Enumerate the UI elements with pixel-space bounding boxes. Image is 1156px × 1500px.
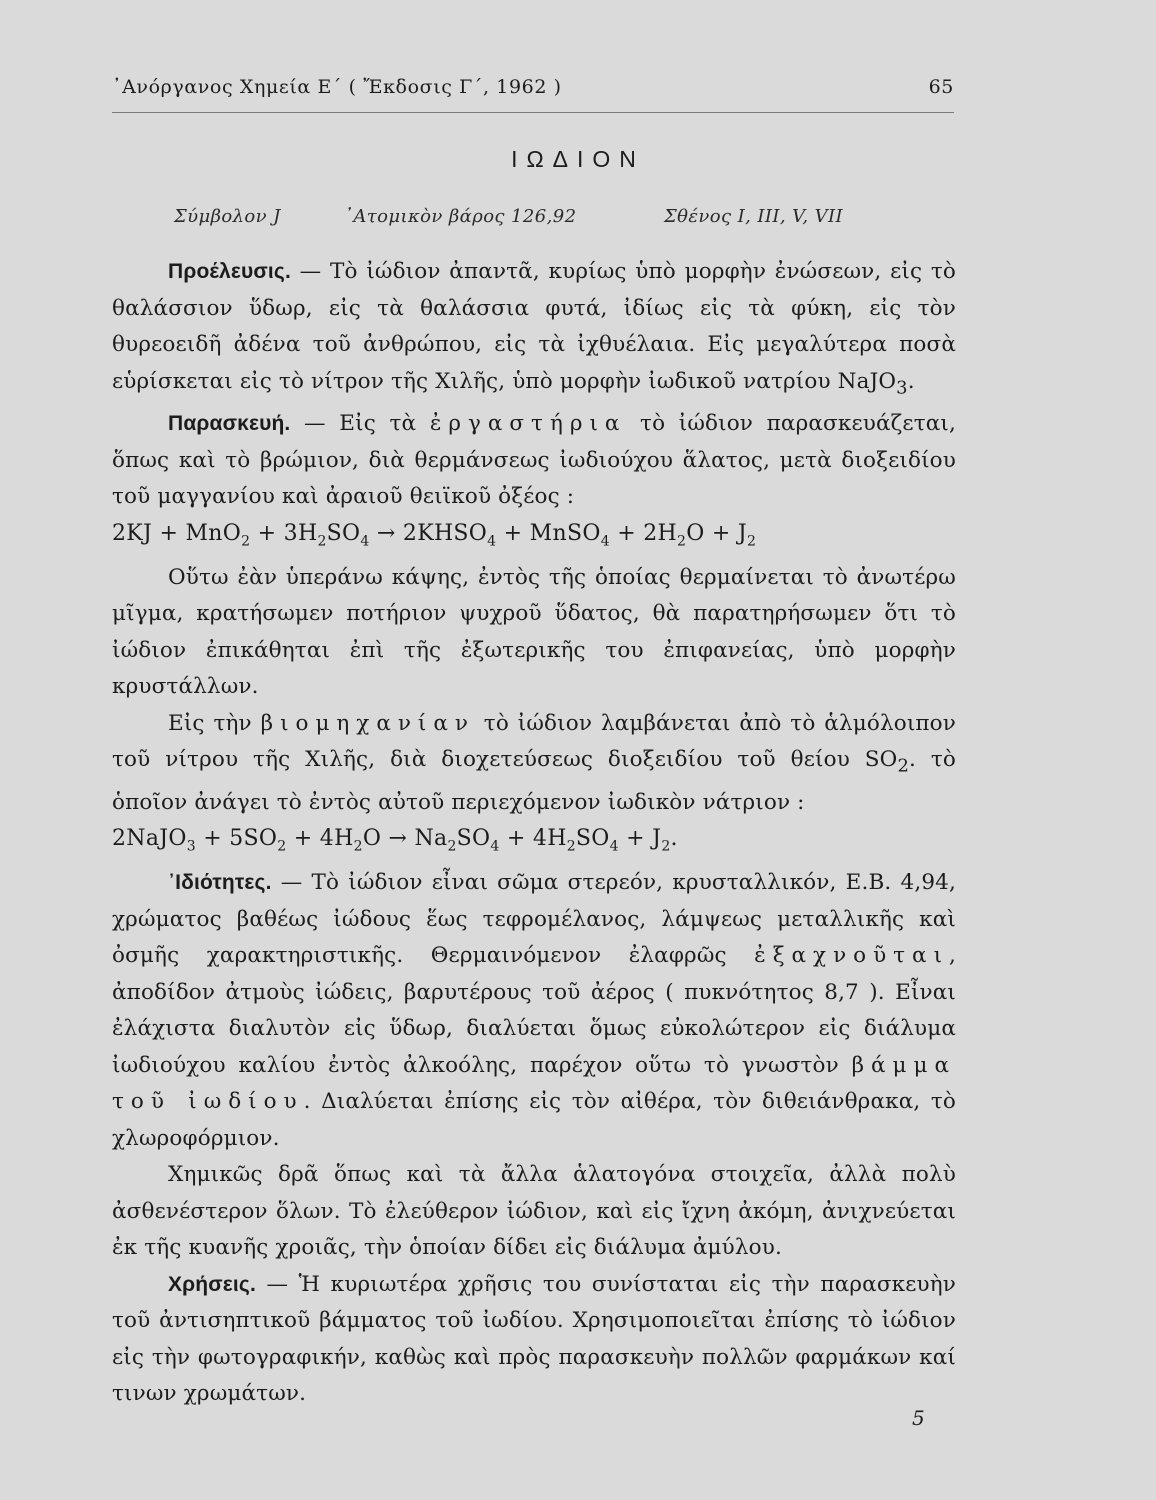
atomic-weight: ᾿Ατομικὸν βάρος 126,92: [344, 206, 577, 227]
paragraph-chemical: Χημικῶς δρᾶ ὅπως καὶ τὰ ἄλλα ἁλατογόνα στοιχεῖα, ἀλλὰ πολὺ ἀσθενέστερον ὅλων. Τὸ ἐλεύθερον ἰώδιον, καὶ εἰς ἴχνη ἀκόμη, ἀνιχνεύεται ἐκ τῆς κυανῆς χροιᾶς, τὴν ὁποίαν δίδει εἰς διάλυμα ἀμύλου.: [112, 1162, 956, 1261]
equation-term: + MnSO: [496, 520, 601, 546]
equation-term: 2KJ + MnO: [112, 520, 242, 546]
properties-text1: — Τὸ ἰώδιον εἶναι σῶμα στερεόν, κρυσταλλικόν, Ε.Β. 4,94, χρώματος βαθέως ἰώδους ἕως τεφρομέλανος, λάμψεως μεταλλικῆς καὶ ὀσμῆς χαρακτηριστικῆς. Θερμαινόμενον ἐλαφρῶς: [112, 870, 956, 969]
paragraph-heating: Οὕτω ἐὰν ὑπεράνω κάψης, ἐντὸς τῆς ὁποίας θερμαίνεται τὸ ἀνωτέρω μῖγμα, κρατήσωμεν ποτήριον ψυχροῦ ὕδατος, θὰ παρατηρήσωμεν ὅτι τὸ ἰώδιον ἐπικάθηται ἐπὶ τῆς ἐξωτερικῆς του ἐπιφανείας, ὑπὸ μορφὴν κρυστάλλων.: [112, 564, 956, 700]
origin-formula-sub: 3: [896, 376, 908, 398]
equation-subscript: 2: [747, 533, 757, 550]
industry-text2: . τὸ ὁποῖον ἀνάγει τὸ ἐντὸς αὐτοῦ περιεχόμενον ἰωδικὸν νάτριον :: [112, 747, 956, 815]
equation-term: SO: [456, 826, 491, 852]
paragraph-uses: [112, 1267, 956, 1413]
paragraph-preparation: [112, 406, 956, 516]
properties-spaced1: ἐξαχνοῦται: [754, 943, 950, 969]
chapter-title: ΙΩΔΙΟΝ: [511, 146, 645, 172]
running-head-title: ᾿Ανόργανος Χημεία Ε΄ ( Ἔκδοσις Γ΄, 1962 ): [112, 76, 562, 98]
equation-term: + 4H: [499, 826, 567, 852]
origin-end: .: [907, 368, 915, 394]
heading-origin: Προέλευσις.: [168, 260, 291, 283]
equation-industry: [112, 821, 956, 865]
origin-text: — Τὸ ἰώδιον ἀπαντᾶ, κυρίως ὑπὸ μορφὴν ἐνώσεων, εἰς τὸ θαλάσσιον ὕδωρ, εἰς τὰ θαλάσσια φυτά, ἰδίως εἰς τὰ φύκη, εἰς τὸν θυρεοειδῆ ἀδένα τοῦ ἀνθρώπου, εἰς τὰ ἰχθυέλαια. Εἰς μεγαλύτερα ποσὰ εὑρίσκεται εἰς τὸ νίτρον τῆς Χιλῆς, ὑπὸ μορφὴν ἰωδικοῦ νατρίου NaJO: [112, 259, 956, 394]
equation-term: O → Na: [362, 826, 448, 852]
equation-subscript: 2: [661, 838, 671, 855]
equation-term: SO: [575, 826, 610, 852]
equation-subscript: 2: [566, 838, 576, 855]
equation-term: .: [670, 826, 678, 852]
properties-text3: . Διαλύεται ἐπίσης εἰς τὸν αἰθέρα, τὸν διθειάνθρακα, τὸ χλωροφόρμιον.: [112, 1089, 956, 1151]
equation-term: SO: [326, 520, 361, 546]
industry-sub: 2: [897, 755, 909, 777]
equation-subscript: 4: [490, 838, 500, 855]
running-head: [112, 76, 954, 102]
equation-subscript: 3: [186, 838, 196, 855]
equation-term: + 4H: [286, 826, 354, 852]
valence: Σθένος I, III, V, VII: [664, 206, 844, 227]
equation-term: + 5SO: [195, 826, 278, 852]
header-rule: [112, 112, 954, 113]
equation-subscript: 2: [277, 838, 287, 855]
uses-text: — Ἡ κυριωτέρα χρῆσις του συνίσταται εἰς τὴν παρασκευὴν τοῦ ἀντισηπτικοῦ βάμματος τοῦ ἰωδίου. Χρησιμοποιεῖται ἐπίσης τὸ ἰώδιον εἰς τὴν φωτογραφικήν, καθὼς καὶ πρὸς παρασκευὴν πολλῶν φαρμάκων καί τινων χρωμάτων.: [112, 1271, 956, 1407]
heading-properties: ᾿Ιδιότητες.: [168, 871, 272, 895]
equation-term: 2NaJO: [112, 826, 187, 852]
equation-subscript: 4: [360, 533, 370, 550]
equation-subscript: 2: [447, 838, 457, 855]
heading-uses: Χρήσεις.: [168, 1272, 256, 1296]
equation-subscript: 2: [317, 533, 327, 550]
equation-term: O + J: [686, 520, 748, 546]
industry-lead: Εἰς τὴν: [168, 710, 261, 736]
equation-term: → 2KHSO: [369, 520, 488, 546]
equation-subscript: 4: [609, 838, 619, 855]
preparation-lead: — Εἰς τὰ: [290, 411, 430, 437]
industry-spaced: βιομηχανίαν: [260, 710, 475, 736]
preparation-text: τὸ ἰώδιον παρασκευάζεται, ὅπως καὶ τὸ βρώμιον, διὰ θερμάνσεως ἰωδιούχου ἅλατος, μετὰ διοξειδίου τοῦ μαγγανίου καὶ ἀραιοῦ θειϊκοῦ ὀξέος :: [112, 411, 956, 510]
paragraph-industry: [112, 706, 956, 822]
equation-subscript: 2: [241, 533, 251, 550]
page-number: 65: [928, 76, 954, 98]
equation-lab: [112, 516, 956, 560]
equation-subscript: 2: [677, 533, 687, 550]
element-symbol: Σύμβολον J: [174, 206, 281, 227]
preparation-spaced: ἐργαστήρια: [429, 411, 627, 437]
equation-term: + 2H: [609, 520, 678, 546]
paragraph-origin: [112, 254, 956, 406]
paragraph-properties: [112, 865, 956, 1157]
signature-mark: 5: [912, 1406, 925, 1430]
equation-term: + J: [618, 826, 662, 852]
properties-spaced2: βάμμα τοῦ ἰωδίου: [112, 1052, 956, 1115]
equation-subscript: 4: [487, 533, 497, 550]
equation-subscript: 2: [353, 838, 363, 855]
heading-preparation: Παρασκευή.: [168, 412, 291, 436]
equation-subscript: 4: [600, 533, 610, 550]
properties-text2: , ἀποδίδον ἀτμοὺς ἰώδεις, βαρυτέρους τοῦ ἀέρος ( πυκνότητος 8,7 ). Εἶναι ἐλάχιστα διαλυτὸν εἰς ὕδωρ, διαλύεται ὅμως εὐκολώτερον εἰς διάλυμα ἰωδιούχου καλίου ἐντὸς ἀλκοόλης, παρέχον οὕτω τὸ γνωστὸν: [112, 943, 956, 1078]
body-text: [112, 254, 956, 1413]
industry-text: τὸ ἰώδιον λαμβάνεται ἀπὸ τὸ ἁλμόλοιπον τοῦ νίτρου τῆς Χιλῆς, διὰ διοχετεύσεως διοξειδίου τοῦ θείου SO: [112, 710, 956, 773]
equation-term: + 3H: [250, 520, 318, 546]
